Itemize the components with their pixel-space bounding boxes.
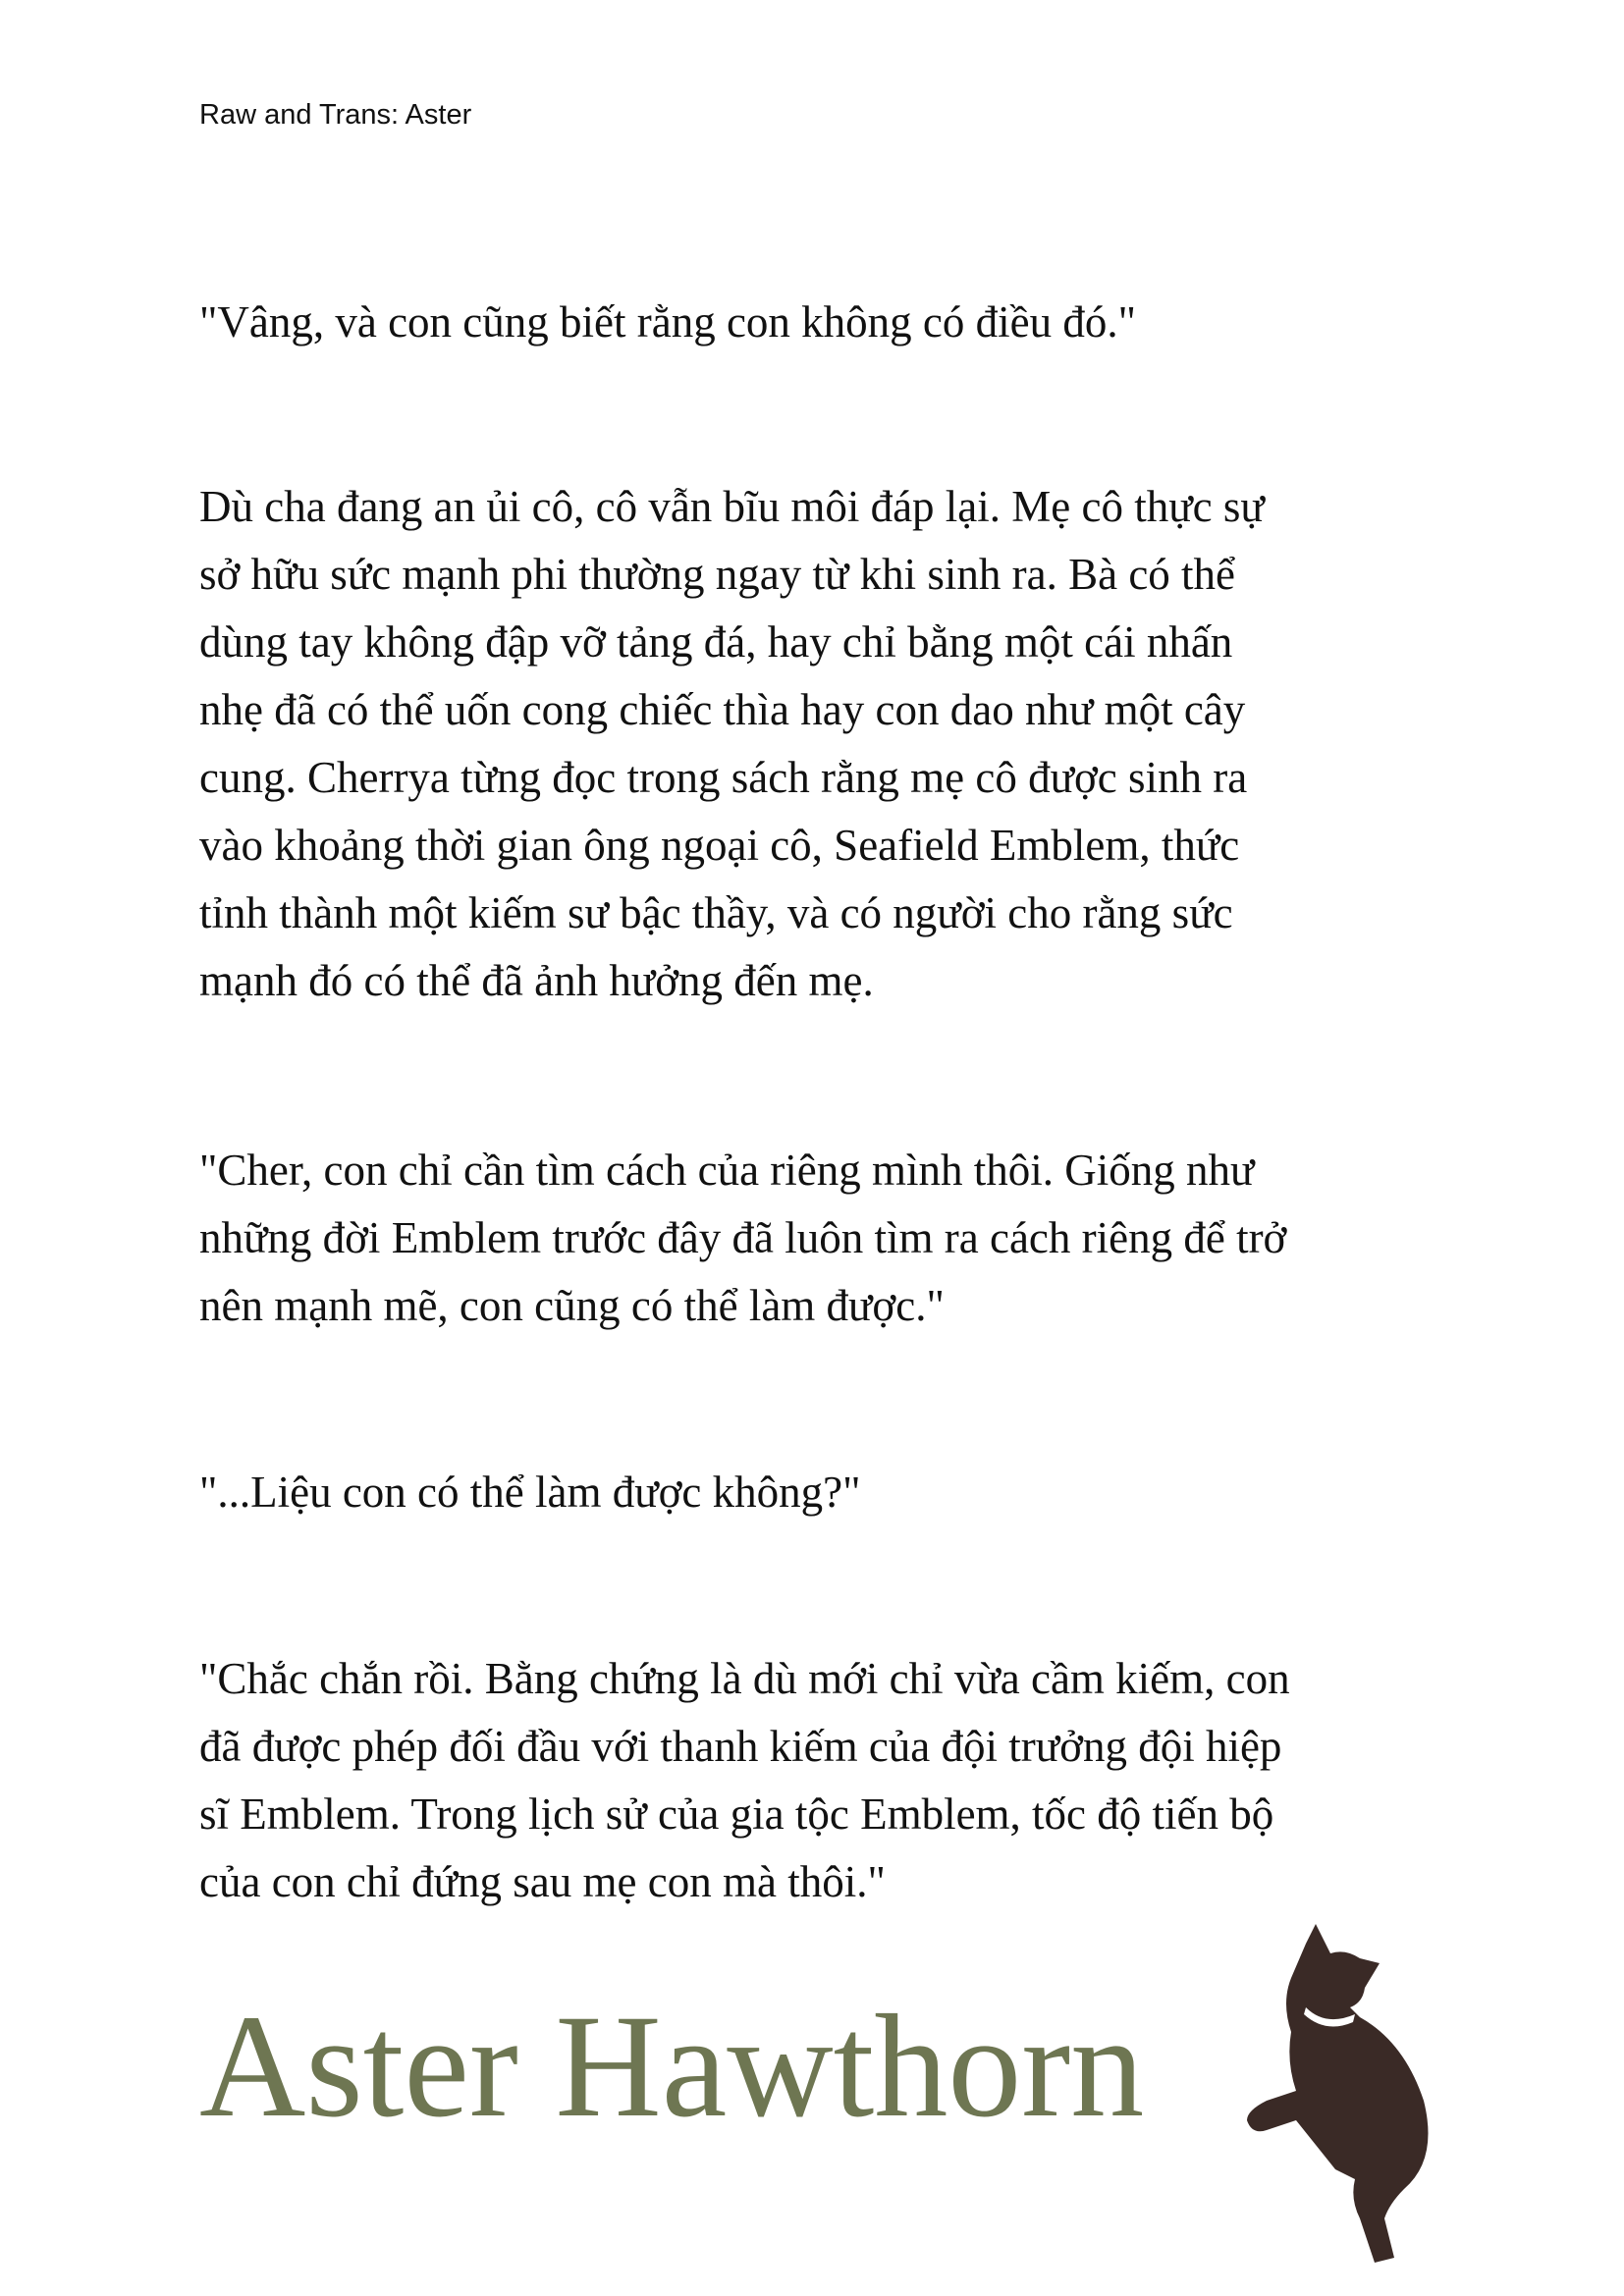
watermark-text: Aster Hawthorn [199,1985,1145,2148]
text-line: dùng tay không đập vỡ tảng đá, hay chỉ bằng một cái nhấn [199,617,1233,667]
paragraph-1 [199,289,1136,356]
text-line: nhẹ đã có thể uốn cong chiếc thìa hay con dao như một cây [199,685,1246,734]
text-line: đã được phép đối đầu với thanh kiếm của đội trưởng đội hiệp [199,1722,1282,1771]
text-line: "...Liệu con có thể làm được không?" [199,1468,861,1517]
text-line: sở hữu sức mạnh phi thường ngay từ khi sinh ra. Bà có thể [199,550,1236,599]
text-line: của con chỉ đứng sau mẹ con mà thôi." [199,1857,886,1906]
text-line: cung. Cherrya từng đọc trong sách rằng mẹ cô được sinh ra [199,753,1248,802]
text-line: mạnh đó có thể đã ảnh hưởng đến mẹ. [199,956,874,1005]
text-line: "Cher, con chỉ cần tìm cách của riêng mình thôi. Giống như [199,1146,1255,1195]
text-line: "Vâng, và con cũng biết rằng con không có điều đó." [199,297,1136,347]
text-line: vào khoảng thời gian ông ngoại cô, Seafield Emblem, thức [199,821,1240,870]
text-line: Dù cha đang an ủi cô, cô vẫn bĩu môi đáp lại. Mẹ cô thực sự [199,482,1265,531]
paragraph-4 [199,1459,860,1526]
paragraph-5 [199,1645,1290,1916]
paragraph-3 [199,1137,1286,1340]
paragraph-2 [199,473,1265,1015]
translator-credit: Raw and Trans: Aster [199,99,472,131]
cat-watermark-icon [1237,1924,1473,2268]
text-line: những đời Emblem trước đây đã luôn tìm ra cách riêng để trở [199,1213,1287,1262]
text-line: "Chắc chắn rồi. Bằng chứng là dù mới chỉ vừa cầm kiếm, con [199,1654,1290,1703]
text-line: sĩ Emblem. Trong lịch sử của gia tộc Emblem, tốc độ tiến bộ [199,1789,1274,1839]
text-line: nên mạnh mẽ, con cũng có thể làm được." [199,1281,945,1330]
text-line: tỉnh thành một kiếm sư bậc thầy, và có người cho rằng sức [199,888,1233,937]
